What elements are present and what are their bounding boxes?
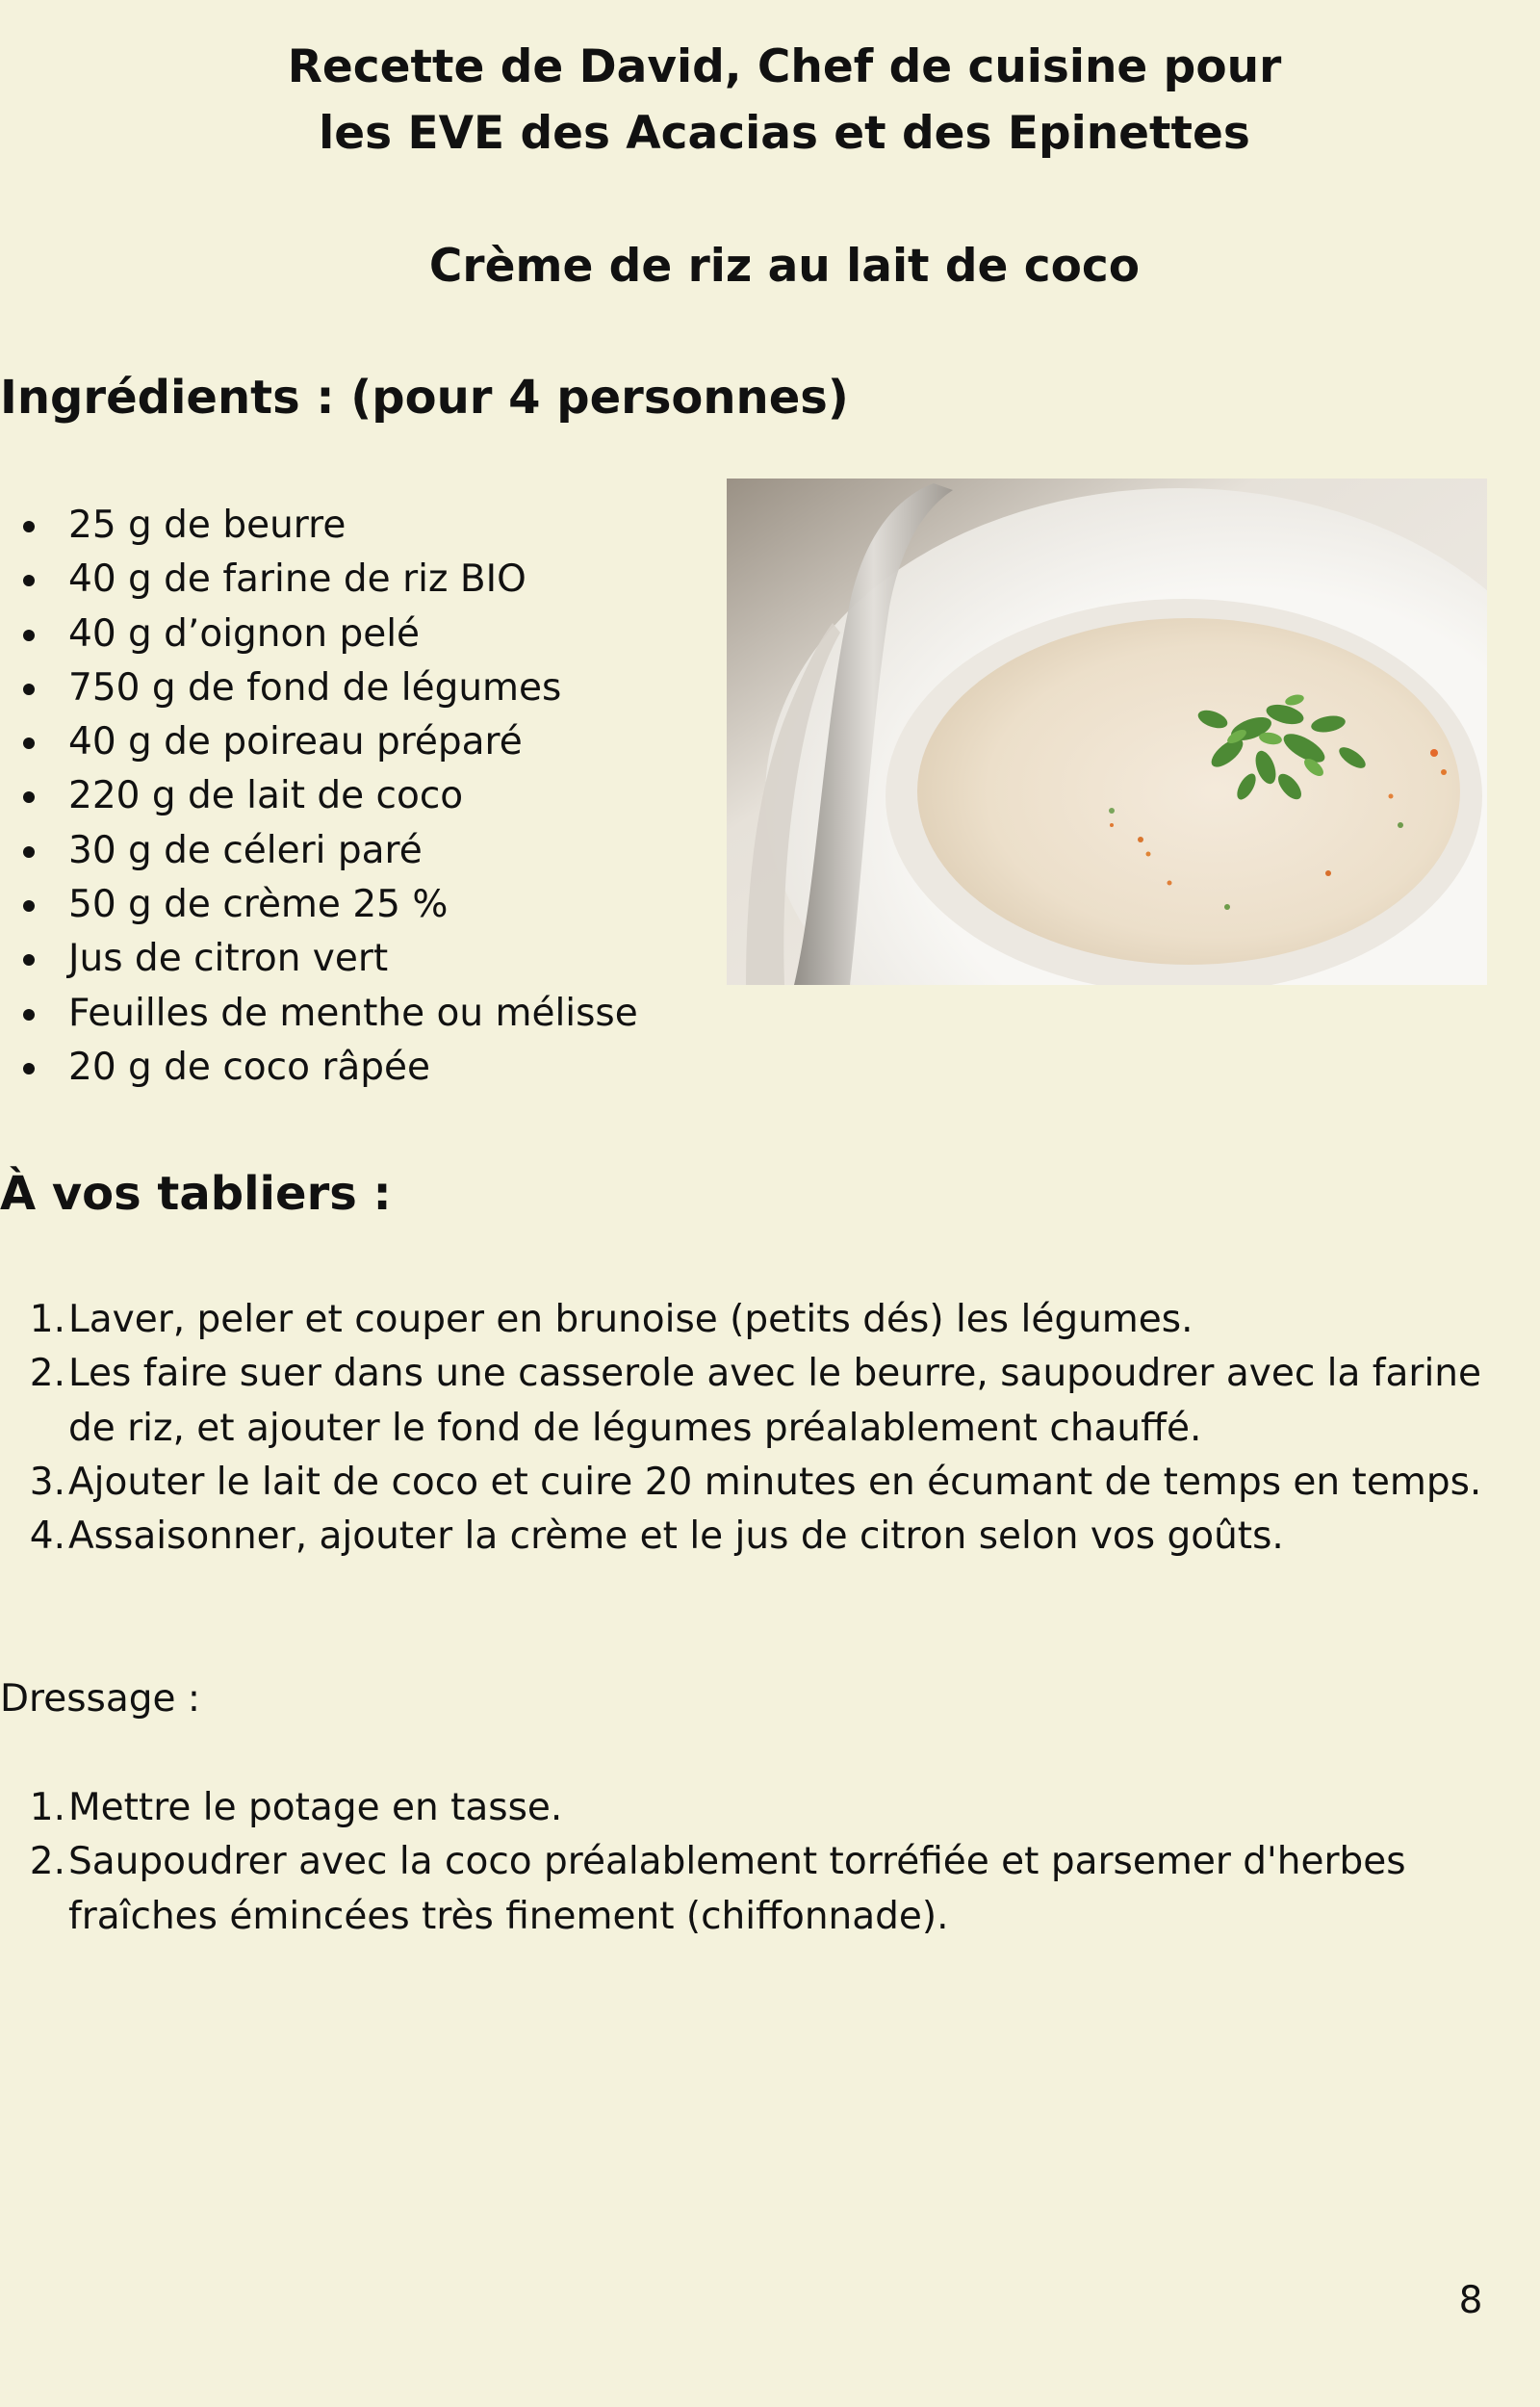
soup-bowl-photo [727,479,1487,985]
ingredient-text: 30 g de céleri paré [68,828,423,872]
dressage-list [0,1781,1540,1944]
bullet-icon [23,521,35,532]
ingredient-text: Feuilles de menthe ou mélisse [68,991,638,1035]
ingredient-item [0,661,638,715]
instruction-step [0,1293,1540,1347]
step-text: Saupoudrer avec la coco préalablement torréfiée et parsemer d'herbes fraîches émincées très finement (chiffonnade). [68,1840,1406,1938]
ingredient-item [0,499,638,553]
ingredient-item [0,553,638,607]
step-number: 1. [29,1786,65,1829]
ingredient-item [0,1041,638,1095]
bullet-icon [23,575,35,586]
bullet-icon [23,900,35,912]
step-number: 1. [29,1298,65,1341]
ingredient-item [0,932,638,986]
ingredient-text: 20 g de coco râpée [68,1045,431,1089]
ingredient-text: 25 g de beurre [68,504,346,547]
dressage-step [0,1835,1540,1944]
ingredient-item [0,608,638,661]
ingredient-text: 40 g de poireau préparé [68,720,523,764]
ingredient-text: 40 g de farine de riz BIO [68,557,526,602]
step-number: 2. [29,1352,65,1396]
ingredient-item [0,769,638,823]
ingredient-text: 40 g d’oignon pelé [68,611,421,656]
soup-bowl-illustration [727,479,1487,985]
bullet-icon [23,630,35,641]
step-text: Assaisonner, ajouter la crème et le jus de citron selon vos goûts. [68,1514,1284,1559]
step-text: Mettre le potage en tasse. [68,1786,563,1829]
bullet-icon [23,791,35,803]
bullet-icon [23,846,35,858]
step-number: 4. [29,1514,65,1559]
ingredient-text: 220 g de lait de coco [68,774,464,818]
recipe-name: Crème de riz au lait de coco [428,240,1141,293]
ingredient-text: 750 g de fond de légumes [68,665,562,710]
ingredient-item [0,824,638,878]
instructions-list [0,1293,1540,1564]
ingredient-item [0,715,638,769]
instruction-step [0,1456,1540,1510]
bullet-icon [23,684,35,695]
ingredient-text: Jus de citron vert [68,937,389,981]
bullet-icon [23,954,35,966]
document-title-line-1: Recette de David, Chef de cuisine pour [287,40,1282,93]
dressage-label: Dressage : [0,1677,201,1721]
bullet-icon [23,738,35,749]
step-number: 3. [29,1460,65,1504]
document-title-line-2: les EVE des Acacias et des Epinettes [319,107,1250,160]
step-text: Les faire suer dans une casserole avec le beurre, saupoudrer avec la farine de riz, et ajouter le fond de légumes préalablement chauffé. [68,1352,1482,1450]
step-text: Laver, peler et couper en brunoise (petits dés) les légumes. [68,1298,1194,1341]
bullet-icon [23,1063,35,1074]
dressage-step [0,1781,1540,1835]
bullet-icon [23,1009,35,1021]
ingredient-item [0,878,638,932]
page-number: 8 [1458,2279,1483,2322]
instruction-step [0,1510,1540,1564]
step-number: 2. [29,1840,65,1884]
ingredients-list [0,499,638,1095]
instructions-heading: À vos tabliers : [0,1167,392,1221]
ingredients-heading: Ingrédients : (pour 4 personnes) [0,371,849,425]
ingredient-text: 50 g de crème 25 % [68,883,449,927]
step-text: Ajouter le lait de coco et cuire 20 minutes en écumant de temps en temps. [68,1460,1482,1504]
instruction-step [0,1347,1540,1456]
ingredient-item [0,987,638,1041]
